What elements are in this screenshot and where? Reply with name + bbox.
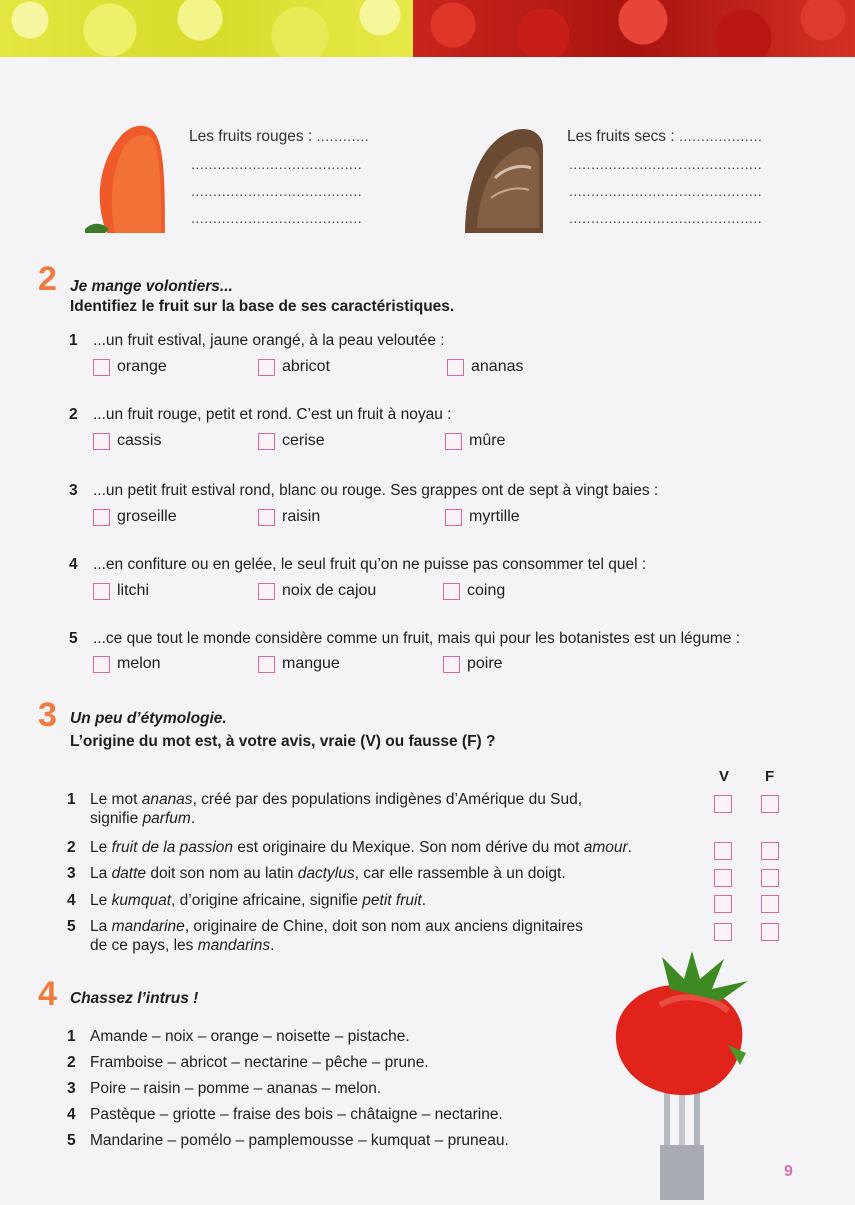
option-label: cassis [117,432,162,449]
etymology-1-number: 1 [67,791,76,808]
cherries-photo [413,0,855,57]
text-part: . [627,839,632,856]
checkbox[interactable] [258,656,275,673]
option-label: noix de cajou [282,582,377,599]
checkbox[interactable] [445,509,462,526]
etymology-1-v-checkbox[interactable] [714,795,732,813]
question-2-option[interactable] [258,432,325,450]
strawberry-image [85,125,165,233]
intrus-3-text[interactable]: Poire – raisin – pomme – ananas – melon. [90,1080,382,1097]
italic-term: mandarins [197,937,271,954]
checkbox[interactable] [258,509,275,526]
italic-term: fruit de la passion [111,839,234,856]
text-part: est originaire du Mexique. Son nom dérive du mot [233,839,584,856]
question-5-option[interactable] [93,655,161,673]
checkbox[interactable] [447,359,464,376]
checkbox[interactable] [258,583,275,600]
question-2-option[interactable] [445,432,505,450]
intrus-4-number: 4 [67,1106,76,1123]
question-4-option[interactable] [443,582,505,600]
option-label: myrtille [469,508,520,525]
checkbox[interactable] [445,433,462,450]
fruits-rouges-label: Les fruits rouges : ............ [189,128,370,145]
exercise-2-number: 2 [38,260,57,298]
checkbox[interactable] [93,509,110,526]
etymology-1-text [90,810,195,828]
grapes-photo [0,0,413,57]
checkbox[interactable] [93,583,110,600]
italic-term: parfum [142,810,191,827]
question-4-text: ...en confiture ou en gelée, le seul fruit qu’on ne puisse pas consommer tel quel : [93,556,647,573]
text-part: Le [90,839,112,856]
option-label: ananas [471,358,524,375]
etymology-3-v-checkbox[interactable] [714,869,732,887]
etymology-5-text [90,918,583,936]
fruits-rouges-line-4[interactable]: ....................................... [191,210,363,226]
text-part: La [90,865,112,882]
fruits-secs-line-3[interactable]: ............................................ [569,183,763,199]
italic-term: kumquat [111,892,172,909]
etymology-2-text [90,839,632,857]
text-part: de ce pays, les [90,937,198,954]
checkbox[interactable] [93,433,110,450]
checkbox[interactable] [443,656,460,673]
intrus-2-number: 2 [67,1054,76,1071]
exercise-3-subtitle: L’origine du mot est, à votre avis, vraie (V) ou fausse (F) ? [70,733,496,750]
option-label: poire [467,655,503,672]
etymology-3-text [90,865,566,883]
option-label: coing [467,582,506,599]
checkbox[interactable] [258,433,275,450]
text-part: La [90,918,112,935]
etymology-5-number: 5 [67,918,76,935]
italic-term: amour [583,839,628,856]
exercise-3-title: Un peu d’étymologie. [70,710,227,727]
option-label: litchi [117,582,150,599]
etymology-1-f-checkbox[interactable] [761,795,779,813]
question-1-option[interactable] [93,358,167,376]
intrus-1-number: 1 [67,1028,76,1045]
question-3-option[interactable] [93,508,177,526]
exercise-2-title: Je mange volontiers... [70,278,233,295]
question-3-option[interactable] [258,508,320,526]
exercise-3-number: 3 [38,696,57,734]
coconut-image [465,128,543,233]
question-4-option[interactable] [93,582,149,600]
question-3-text: ...un petit fruit estival rond, blanc ou rouge. Ses grappes ont de sept à vingt baies : [93,482,659,499]
italic-term: dactylus [297,865,355,882]
text-part: . [270,937,275,954]
intrus-5-number: 5 [67,1132,76,1149]
question-2-number: 2 [69,406,78,423]
fruits-rouges-line-3[interactable]: ....................................... [191,183,363,199]
fruits-secs-line-2[interactable]: ............................................ [569,156,763,172]
question-2-option[interactable] [93,432,161,450]
etymology-5-f-checkbox[interactable] [761,923,779,941]
etymology-3-f-checkbox[interactable] [761,869,779,887]
option-label: orange [117,358,167,375]
exercise-4-number: 4 [38,975,57,1013]
text-part: , originaire de Chine, doit son nom aux anciens dignitaires [184,918,583,935]
intrus-2-text[interactable]: Framboise – abricot – nectarine – pêche – prune. [90,1054,429,1071]
question-2-text: ...un fruit rouge, petit et rond. C’est un fruit à noyau : [93,406,452,423]
italic-term: datte [111,865,147,882]
italic-term: mandarine [111,918,185,935]
page-number: 9 [784,1163,793,1180]
question-1-text: ...un fruit estival, jaune orangé, à la peau veloutée : [93,332,445,349]
header-banner [0,0,855,57]
question-3-option[interactable] [445,508,520,526]
intrus-4-text[interactable]: Pastèque – griotte – fraise des bois – châtaigne – nectarine. [90,1106,503,1123]
text-part: Le mot [90,791,142,808]
checkbox[interactable] [443,583,460,600]
etymology-4-text [90,892,426,910]
text-part: , car elle rassemble à un doigt. [354,865,566,882]
question-4-number: 4 [69,556,78,573]
etymology-5-text [90,937,274,955]
etymology-2-v-checkbox[interactable] [714,842,732,860]
question-5-number: 5 [69,630,78,647]
text-part: doit son nom au latin [146,865,298,882]
question-4-option[interactable] [258,582,376,600]
option-label: groseille [117,508,177,525]
strawberry-fork-image [600,945,770,1200]
text-part: , d’origine africaine, signifie [171,892,363,909]
text-part: Le [90,892,112,909]
question-1-option[interactable] [258,358,330,376]
etymology-4-number: 4 [67,892,76,909]
text-part: . [190,810,196,827]
option-label: mûre [469,432,506,449]
intrus-5-text[interactable]: Mandarine – pomélo – pamplemousse – kumquat – pruneau. [90,1132,509,1149]
option-label: cerise [282,432,325,449]
exercise-2-subtitle: Identifiez le fruit sur la base de ses caractéristiques. [70,298,455,315]
question-5-option[interactable] [443,655,503,673]
text-part: . [421,892,427,909]
option-label: mangue [282,655,340,672]
question-5-text: ...ce que tout le monde considère comme un fruit, mais qui pour les botanistes est un légume : [93,630,741,647]
text-part: , créé par des populations indigènes d’Amérique du Sud, [192,791,583,808]
fruits-secs-label: Les fruits secs : ................... [567,128,763,145]
option-label: melon [117,655,161,672]
etymology-4-v-checkbox[interactable] [714,895,732,913]
checkbox[interactable] [93,359,110,376]
checkbox[interactable] [93,656,110,673]
intrus-1-text[interactable]: Amande – noix – orange – noisette – pistache. [90,1028,410,1045]
etymology-1-text [90,791,582,809]
etymology-3-number: 3 [67,865,76,882]
fruits-secs-line-4[interactable]: ............................................ [569,210,763,226]
text-part: signifie [90,810,143,827]
etymology-2-number: 2 [67,839,76,856]
v-column-header: V [719,768,730,785]
f-column-header: F [765,768,775,785]
question-3-number: 3 [69,482,78,499]
checkbox[interactable] [258,359,275,376]
intrus-3-number: 3 [67,1080,76,1097]
exercise-4-title: Chassez l’intrus ! [70,990,199,1007]
option-label: raisin [282,508,321,525]
etymology-5-v-checkbox[interactable] [714,923,732,941]
question-1-number: 1 [69,332,78,349]
question-1-option[interactable] [447,358,524,376]
fruits-rouges-line-2[interactable]: ....................................... [191,156,363,172]
etymology-4-f-checkbox[interactable] [761,895,779,913]
option-label: abricot [282,358,331,375]
etymology-2-f-checkbox[interactable] [761,842,779,860]
italic-term: petit fruit [362,892,422,909]
question-5-option[interactable] [258,655,340,673]
italic-term: ananas [141,791,193,808]
